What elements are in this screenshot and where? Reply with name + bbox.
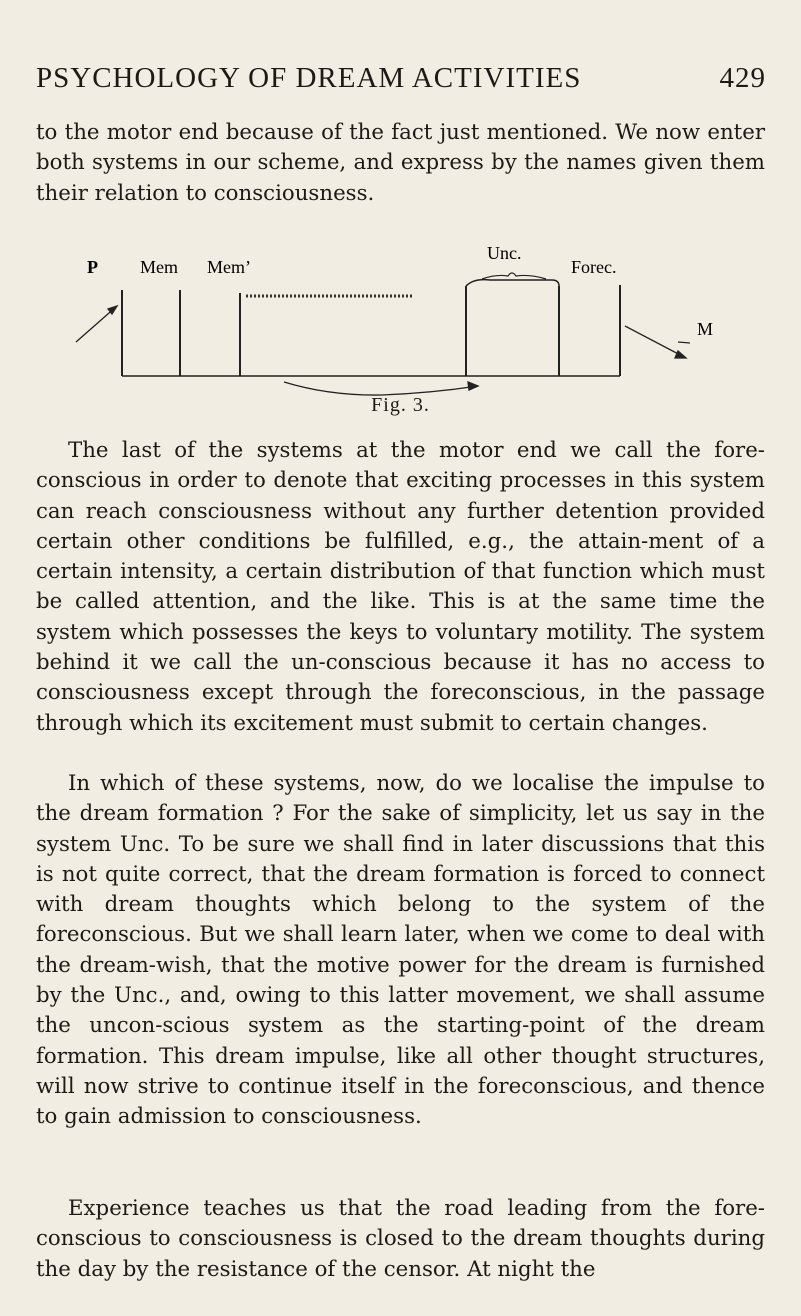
unc-brace — [482, 273, 546, 279]
unc-arch — [466, 280, 559, 286]
paragraph-4: Experience teaches us that the road leading from the fore-conscious to consciousness is closed to the dream thoughts during the day by the resistance of the censor. At night the — [36, 1196, 765, 1282]
label-mem-prime: Memʼ — [207, 257, 251, 277]
label-p: P — [87, 257, 98, 277]
paragraph-3: In which of these systems, now, do we localise the impulse to the dream formation ? For the sake of simplicity, let us say in the system Unc. To be sure we shall find in later discussions that this is not quite correct, that the dream formation is forced to connect with dream thoughts which belong to the system of the foreconscious. But we shall learn later, when we come to deal with the dream-wish, that the motive power for the dream is furnished by the Unc., and, owing to this latter movement, we shall assume the uncon-scious system as the starting-point of the dream formation. This dream impulse, like all other thought structures, will now strive to continue itself in the foreconscious, and thence to gain admission to consciousness. — [36, 771, 765, 1130]
figure-caption: Fig. 3. — [371, 394, 430, 416]
psychic-apparatus-diagram — [0, 0, 801, 420]
label-m: M — [697, 319, 714, 339]
label-mem: Mem — [140, 257, 178, 277]
paragraph-2: The last of the systems at the motor end we call the fore-conscious in order to denote that exciting processes in this system can reach consciousness without any further detention provided certain other conditions be fulfilled, e.g., the attain-ment of a certain intensity, a certain distribution of that function which must be called attention, and the like. This is at the same time the system which possesses the keys to voluntary motility. The system behind it we call the un-conscious because it has no access to consciousness except through the foreconscious, in the passage through which its excitement must submit to certain changes. — [36, 438, 765, 736]
input-arrow — [76, 306, 117, 342]
output-arrow — [625, 326, 690, 358]
system-lines — [122, 285, 620, 376]
running-head: PSYCHOLOGY OF DREAM ACTIVITIES — [36, 62, 582, 94]
label-unc: Unc. — [487, 243, 522, 263]
page-number: 429 — [719, 62, 766, 94]
paragraph-1: to the motor end because of the fact just mentioned. We now enter both systems in our scheme, and express by the names given them their relation to consciousness. — [36, 120, 765, 206]
label-forec: Forec. — [571, 257, 617, 277]
